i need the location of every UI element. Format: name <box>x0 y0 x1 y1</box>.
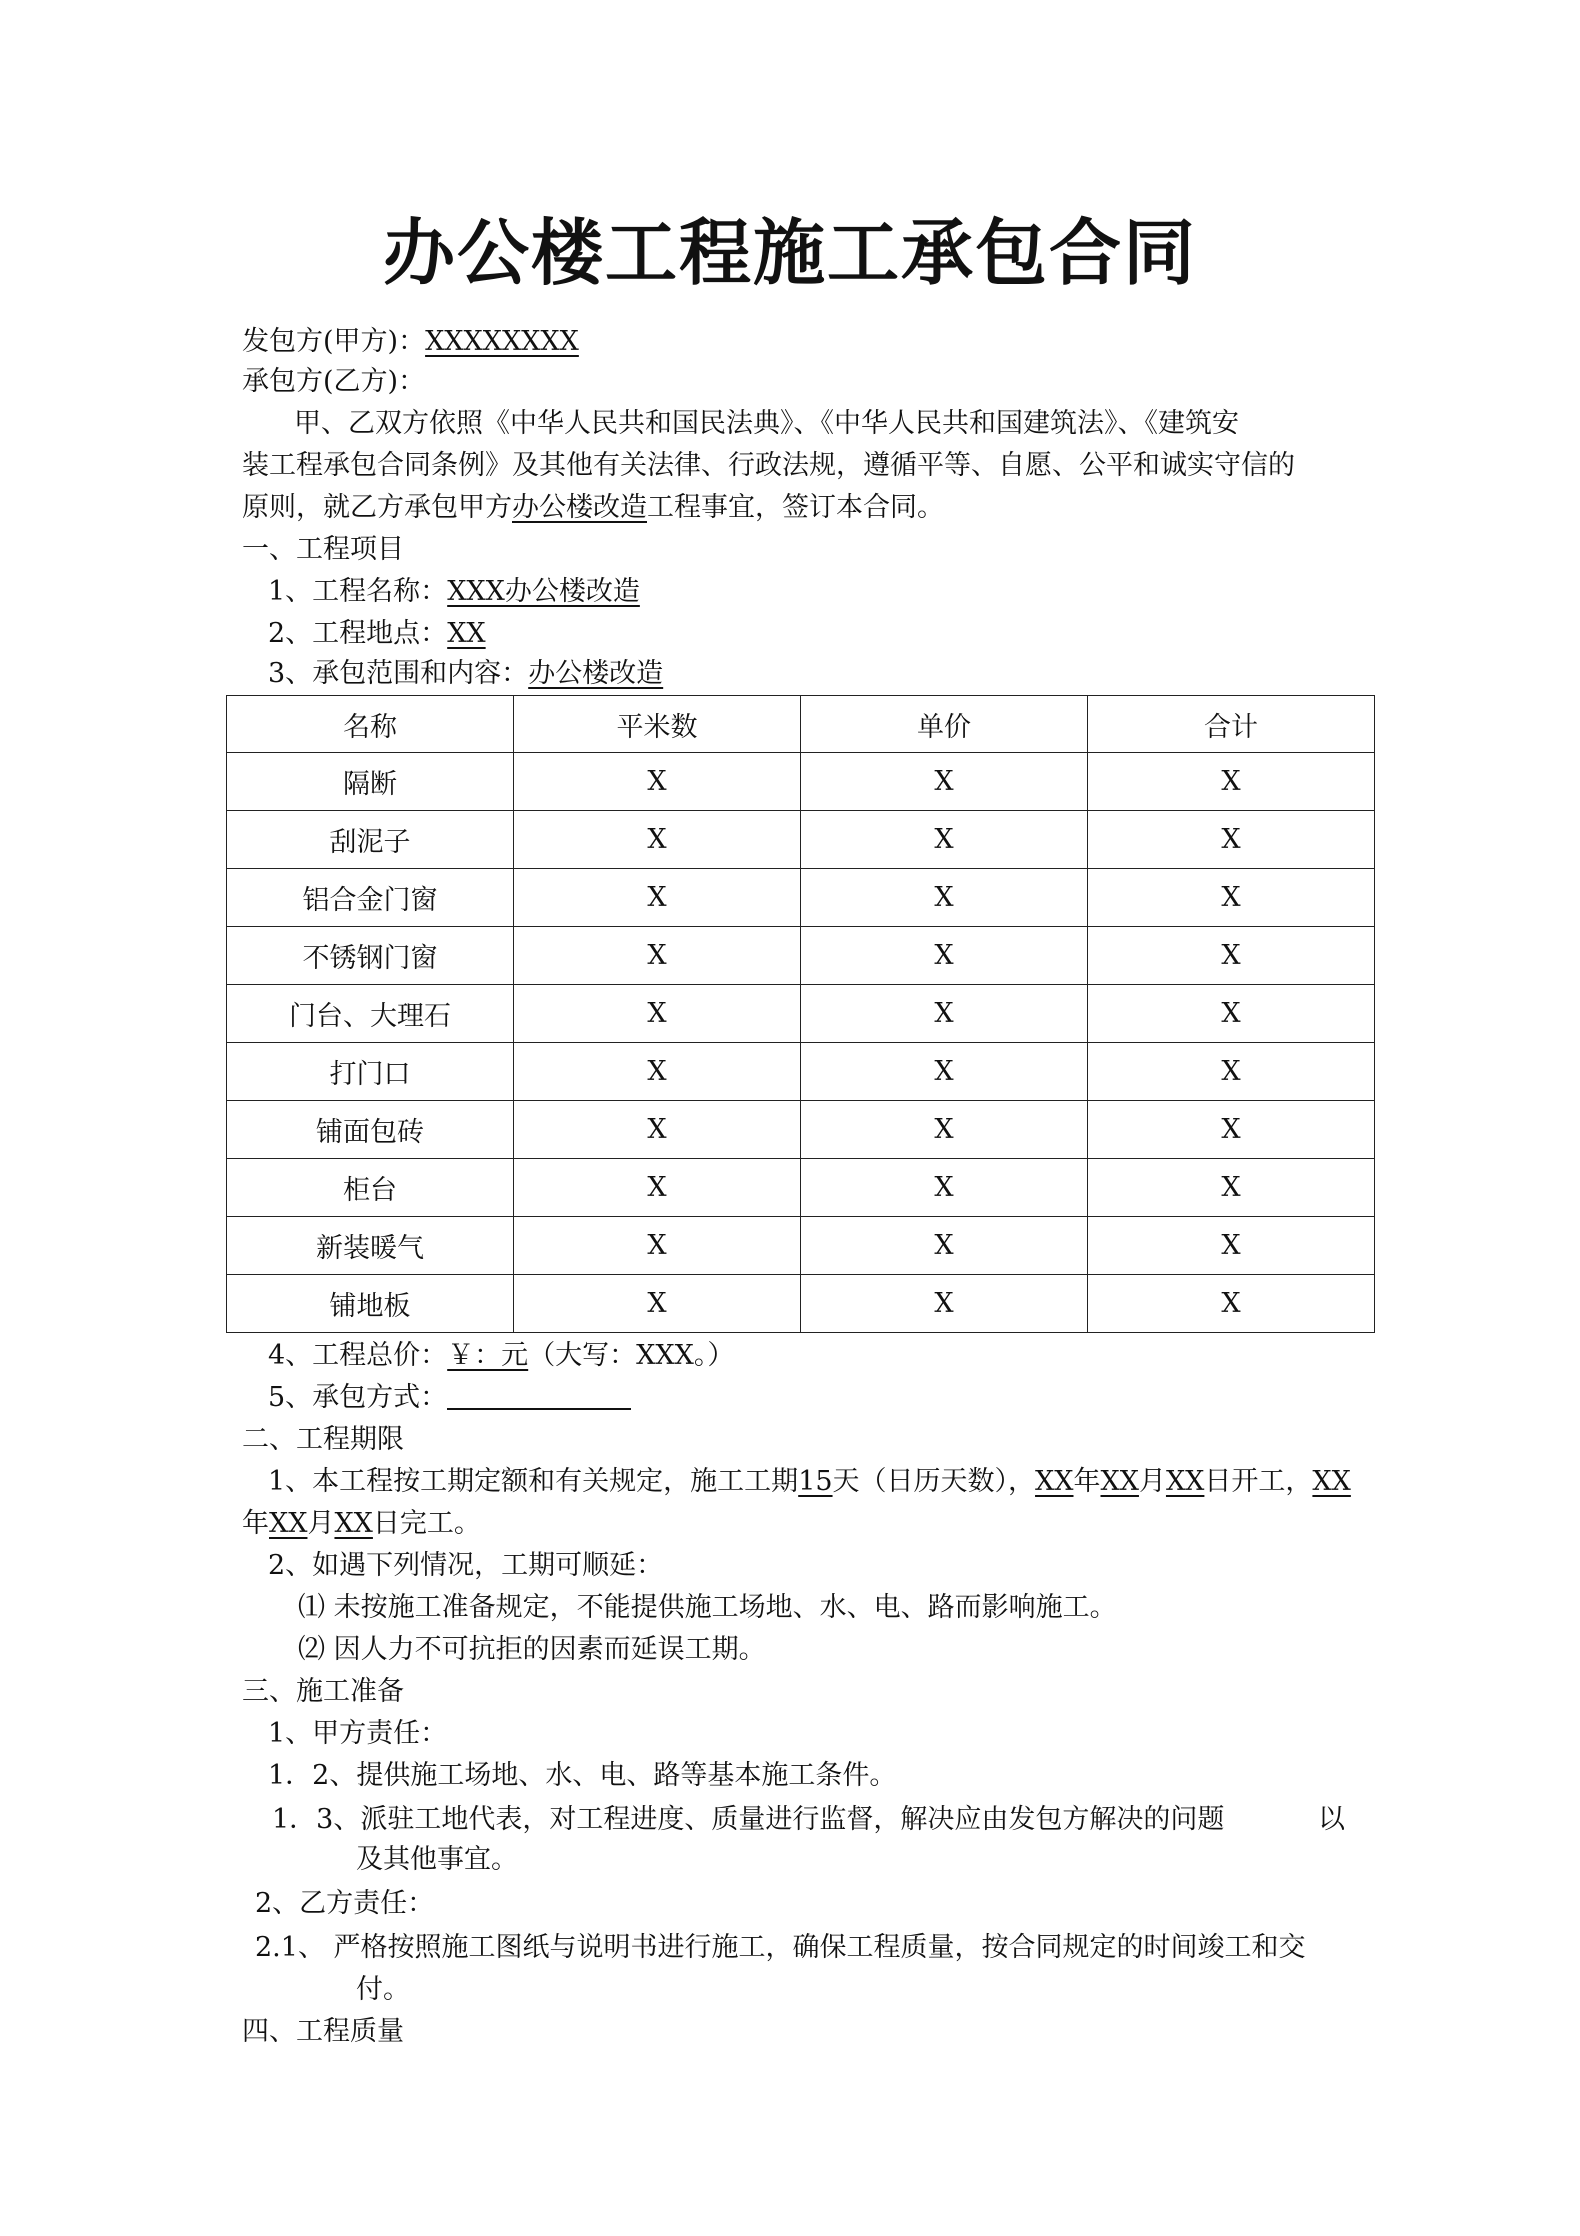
table-cell: X <box>801 927 1088 985</box>
table-row <box>227 1043 1375 1101</box>
project-name-value: XXX办公楼改造 <box>447 576 640 607</box>
schedule-text: 1、本工程按工期定额和有关规定，施工工期 <box>268 1466 799 1497</box>
scope-table <box>226 695 1375 1333</box>
table-cell: 打门口 <box>227 1043 514 1101</box>
table-row <box>227 1217 1375 1275</box>
table-cell: X <box>801 753 1088 811</box>
table-cell: X <box>514 869 801 927</box>
project-site-label: 2、工程地点： <box>268 618 448 649</box>
table-row <box>227 927 1375 985</box>
party-a-duty-heading: 1、甲方责任： <box>268 1718 448 1749</box>
start-year: XX <box>1035 1466 1074 1497</box>
table-cell: X <box>1088 1159 1375 1217</box>
project-name-line <box>268 572 640 612</box>
table-cell: X <box>801 869 1088 927</box>
table-cell: X <box>514 811 801 869</box>
table-cell: X <box>1088 985 1375 1043</box>
schedule-text: 日开工， <box>1204 1466 1313 1497</box>
table-cell: 隔断 <box>227 753 514 811</box>
intro-line-2: 装工程承包合同条例》及其他有关法律、行政法规，遵循平等、自愿、公平和诚实守信的 <box>242 450 1295 481</box>
table-cell: X <box>1088 869 1375 927</box>
section-3-heading: 三、施工准备 <box>242 1676 404 1707</box>
start-month: XX <box>1100 1466 1139 1497</box>
intro-line-3 <box>242 488 944 528</box>
total-price-label: 4、工程总价： <box>268 1340 448 1371</box>
end-year: XX <box>1312 1466 1351 1497</box>
table-cell: X <box>514 927 801 985</box>
intro-line-1: 甲、乙双方依照《中华人民共和国民法典》、《中华人民共和国建筑法》、《建筑安 <box>294 408 1239 439</box>
table-cell: X <box>514 985 801 1043</box>
table-cell: X <box>1088 1275 1375 1333</box>
section-4-heading: 四、工程质量 <box>242 2016 404 2047</box>
schedule-text: 年 <box>1073 1466 1101 1497</box>
section-2-heading: 二、工程期限 <box>242 1424 404 1455</box>
project-site-line <box>268 614 486 654</box>
table-cell: X <box>801 1043 1088 1101</box>
table-cell: X <box>514 1275 801 1333</box>
table-header-cell: 单价 <box>801 696 1088 753</box>
schedule-text: 天（日历天数）， <box>832 1466 1036 1497</box>
table-cell: 铺面包砖 <box>227 1101 514 1159</box>
table-cell: X <box>801 1275 1088 1333</box>
table-cell: X <box>801 811 1088 869</box>
extension-case-2: ⑵ 因人力不可抗拒的因素而延误工期。 <box>298 1634 766 1665</box>
table-cell: X <box>1088 753 1375 811</box>
extension-intro: 2、如遇下列情况，工期可顺延： <box>268 1550 664 1581</box>
table-row <box>227 1275 1375 1333</box>
project-scope-line <box>268 654 663 694</box>
project-scope-value: 办公楼改造 <box>528 658 664 689</box>
party-b-duty-2-1: 2.1、 严格按照施工图纸与说明书进行施工，确保工程质量，按合同规定的时间竣工和交 <box>255 1932 1306 1963</box>
party-b-duty-heading: 2、乙方责任： <box>255 1888 435 1919</box>
table-cell: X <box>514 1159 801 1217</box>
total-price-value: ￥：元 <box>447 1340 529 1371</box>
schedule-text: 月 <box>1138 1466 1166 1497</box>
project-scope-label: 3、承包范围和内容： <box>268 658 529 689</box>
table-cell: X <box>1088 1101 1375 1159</box>
party-a-duty-1-3: 1．3、派驻工地代表，对工程进度、质量进行监督，解决应由发包方解决的问题 <box>272 1804 1225 1835</box>
party-a-duty-1-3-cont: 及其他事宜。 <box>356 1844 518 1875</box>
party-a-value: XXXXXXXX <box>425 326 579 357</box>
table-header-row <box>227 696 1375 753</box>
page-title: 办公楼工程施工承包合同 <box>382 210 1197 295</box>
party-b-duty-2-1-cont: 付。 <box>356 1974 410 2005</box>
table-cell: X <box>514 753 801 811</box>
intro-line-3-suffix: 工程事宜，签订本合同。 <box>647 492 944 523</box>
table-cell: 柜台 <box>227 1159 514 1217</box>
table-row <box>227 985 1375 1043</box>
table-cell: X <box>514 1043 801 1101</box>
table-cell: X <box>1088 1217 1375 1275</box>
party-a-duty-1-2: 1．2、提供施工场地、水、电、路等基本施工条件。 <box>268 1760 897 1791</box>
party-a-label: 发包方(甲方)： <box>242 326 426 357</box>
table-header-cell: 平米数 <box>514 696 801 753</box>
table-cell: X <box>514 1217 801 1275</box>
schedule-line-1 <box>268 1462 1351 1502</box>
table-cell: 铝合金门窗 <box>227 869 514 927</box>
section-1-heading: 一、工程项目 <box>242 534 404 565</box>
schedule-text: 月 <box>307 1508 335 1539</box>
total-price-words: （大写：XXX。） <box>528 1340 735 1371</box>
party-b-label: 承包方(乙方)： <box>242 366 426 397</box>
end-day: XX <box>334 1508 373 1539</box>
contract-method-label: 5、承包方式： <box>268 1382 448 1413</box>
table-cell: X <box>801 1159 1088 1217</box>
table-header-cell: 合计 <box>1088 696 1375 753</box>
table-header-cell: 名称 <box>227 696 514 753</box>
table-cell: X <box>801 985 1088 1043</box>
schedule-days: 15 <box>798 1466 833 1497</box>
table-cell: 新装暖气 <box>227 1217 514 1275</box>
schedule-text: 日完工。 <box>372 1508 481 1539</box>
intro-line-3-prefix: 原则，就乙方承包甲方 <box>242 492 512 523</box>
party-a-duty-1-3-end: 以 <box>1318 1804 1345 1835</box>
table-cell: X <box>1088 1043 1375 1101</box>
table-cell: 铺地板 <box>227 1275 514 1333</box>
table-cell: 不锈钢门窗 <box>227 927 514 985</box>
table-cell: 门台、大理石 <box>227 985 514 1043</box>
contract-method-line <box>268 1378 631 1418</box>
table-cell: X <box>801 1217 1088 1275</box>
table-cell: X <box>514 1101 801 1159</box>
total-price-line <box>268 1336 734 1376</box>
start-day: XX <box>1165 1466 1205 1497</box>
table-row <box>227 1159 1375 1217</box>
intro-project-name: 办公楼改造 <box>512 492 647 523</box>
schedule-text: 年 <box>242 1508 269 1539</box>
end-month: XX <box>269 1508 308 1539</box>
table-cell: X <box>801 1101 1088 1159</box>
project-site-value: XX <box>447 618 486 649</box>
extension-case-1: ⑴ 未按施工准备规定，不能提供施工场地、水、电、路而影响施工。 <box>298 1592 1117 1623</box>
table-row <box>227 1101 1375 1159</box>
table-cell: 刮泥子 <box>227 811 514 869</box>
table-row <box>227 869 1375 927</box>
schedule-line-2 <box>242 1504 481 1544</box>
table-row <box>227 753 1375 811</box>
table-row <box>227 811 1375 869</box>
project-name-label: 1、工程名称： <box>268 576 448 607</box>
table-cell: X <box>1088 811 1375 869</box>
party-a-line <box>242 322 579 362</box>
table-cell: X <box>1088 927 1375 985</box>
contract-method-blank <box>447 1378 631 1410</box>
